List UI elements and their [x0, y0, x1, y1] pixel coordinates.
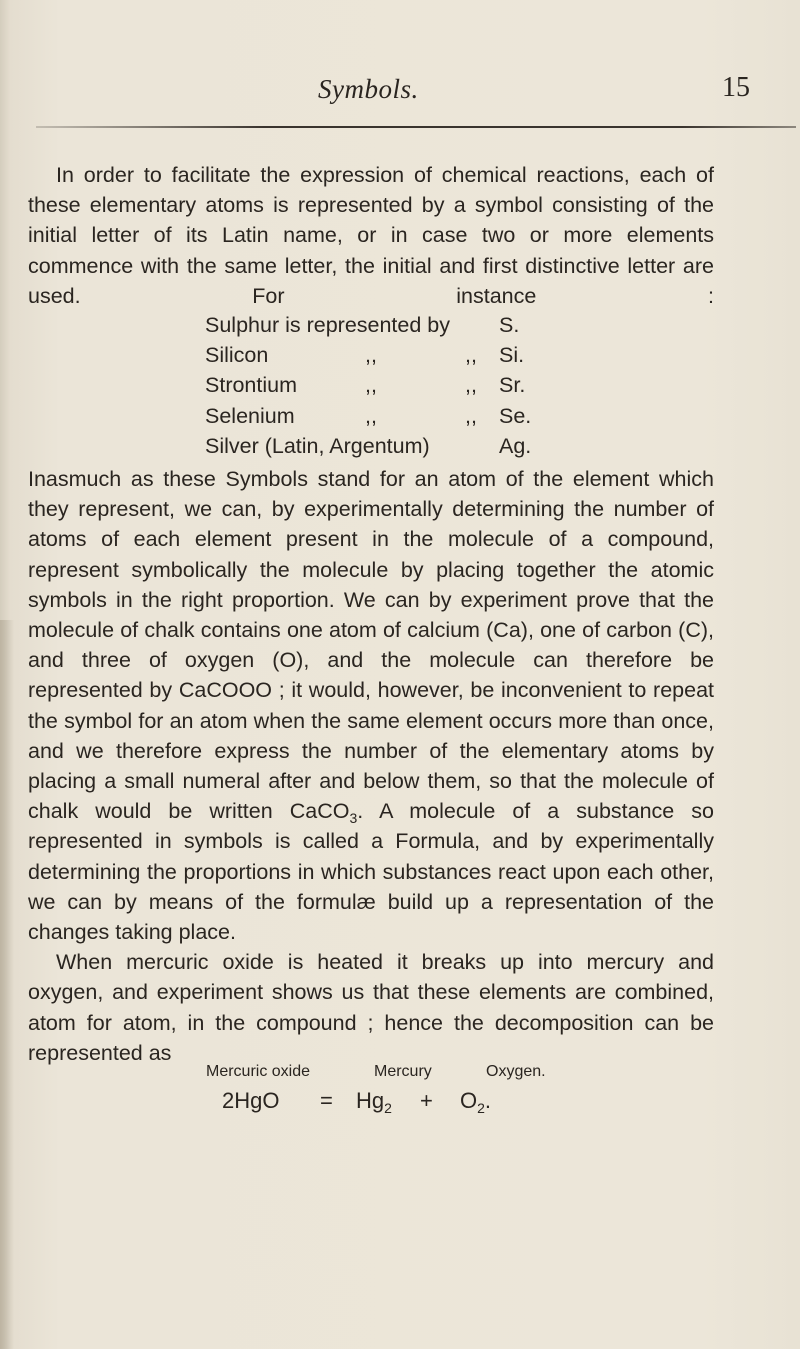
example-row — [205, 373, 705, 403]
running-head-title: Symbols. — [318, 74, 419, 104]
chemical-equation — [222, 1088, 622, 1122]
paragraph-2 — [28, 464, 714, 947]
label-oxygen: Oxygen. — [486, 1063, 546, 1080]
term-2-symbol: O — [460, 1088, 478, 1113]
paragraph-3-text: When mercuric oxide is heated it breaks up into mercury and oxygen, and experiment shows us that these elements are combined, atom for atom, in the compound ; hence the decomposition can be represented as — [28, 950, 714, 1065]
example-row — [205, 404, 705, 434]
paragraph-1-text: In order to facilitate the expression of chemical reactions, each of these elementary atoms is represented by a symbol consisting of the initial letter of its Latin name, or in case two or more elements commence with the same letter, the initial and first distinctive letter are used. For instance : — [28, 163, 714, 308]
example-symbol: Si. — [499, 343, 525, 368]
header-rule — [36, 126, 796, 128]
term-1-subscript: 2 — [384, 1100, 392, 1116]
ditto-mark: ,, — [465, 403, 477, 428]
equation-lhs: 2HgO — [222, 1088, 280, 1113]
example-symbol: Sr. — [499, 373, 526, 398]
example-element: Strontium — [205, 373, 298, 398]
example-symbol: S. — [499, 313, 520, 337]
example-element: Sulphur is represented by — [205, 313, 451, 337]
equation-term-1 — [356, 1088, 392, 1114]
symbol-examples — [205, 313, 705, 464]
label-mercuric-oxide: Mercuric oxide — [206, 1063, 311, 1080]
ditto-mark: ,, — [365, 403, 377, 428]
running-head — [0, 74, 800, 114]
example-row — [205, 313, 705, 343]
example-symbol: Se. — [499, 403, 532, 428]
subscript: 3 — [349, 810, 358, 827]
term-2-subscript: 2 — [477, 1100, 485, 1116]
ditto-mark: ,, — [465, 343, 477, 368]
ditto-mark: ,, — [365, 373, 377, 398]
equation-labels — [206, 1063, 606, 1087]
spine-shadow — [0, 620, 14, 1349]
equation-end: . — [484, 1088, 492, 1113]
ditto-mark: ,, — [465, 373, 477, 398]
paragraph-2-text: Inasmuch as these Symbols stand for an atom of the element which they represent, we can, by experimentally determining the number of atoms of each element present in the molecule of a compound, represent symbolically the molecule by placing together the atomic symbols in the right proportion. We can by experiment prove that the molecule of chalk contains one atom of calcium (Ca), one of carbon (C), and three of oxygen (O), and the molecule can therefore be represented by CaCOOO ; it would, however, be inconvenient to repeat the symbol for an atom when the same element occurs more than once, and we therefore express the number of the elementary atoms by placing a small numeral after and below them, so that the molecule of chalk would be written CaCO — [28, 467, 714, 824]
page-number: 15 — [722, 72, 750, 103]
paragraph-2-text-cont: . A molecule of a substance so represented in symbols is called a Formula, and by experimentally determining the proportions in which substances react upon each other, we can by means of the formulæ build up a representation of the changes taking place. — [28, 799, 714, 945]
example-element: Silver (Latin, Argentum) — [205, 433, 430, 458]
paragraph-formulas — [28, 464, 714, 1068]
equation-plus: + — [420, 1088, 433, 1113]
example-element: Selenium — [205, 403, 295, 428]
ditto-mark: ,, — [365, 343, 377, 368]
term-1-symbol: Hg — [356, 1088, 385, 1113]
example-row — [205, 434, 705, 464]
label-mercury: Mercury — [374, 1063, 432, 1080]
equation-term-2 — [460, 1088, 491, 1114]
example-row — [205, 343, 705, 373]
example-symbol: Ag. — [499, 433, 532, 458]
equation-equals: = — [320, 1088, 333, 1113]
example-element: Silicon — [205, 343, 269, 368]
